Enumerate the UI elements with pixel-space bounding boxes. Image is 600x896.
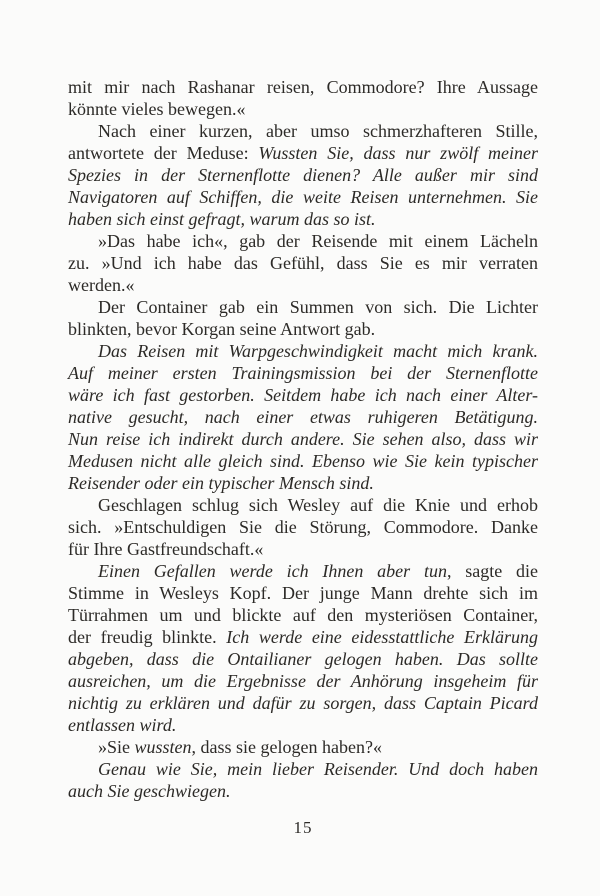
- italic-text: Navigatoren auf Schiffen, die weite Reisen unternehmen. Sie: [68, 187, 538, 207]
- italic-text: Nun reise ich indirekt durch andere. Sie sehen also, dass wir: [68, 429, 538, 449]
- text-line: [68, 560, 538, 582]
- text-line: [68, 450, 538, 472]
- body-text: antwortete der Meduse:: [68, 143, 259, 163]
- italic-text: Ich werde eine eidesstattliche Erklärung: [226, 627, 538, 647]
- text-line: [68, 714, 538, 736]
- body-text: sich. »Entschuldigen Sie die Störung, Commodore. Danke: [68, 517, 538, 537]
- body-text: , sagte die: [446, 561, 538, 581]
- text-line: [68, 582, 538, 604]
- italic-text: ausreichen, um die Ergebnisse der Anhörung insgeheim für: [68, 671, 538, 691]
- body-text: »Das habe ich«, gab der Reisende mit einem Lächeln: [98, 231, 538, 251]
- text-line: [68, 472, 538, 494]
- body-text: der freudig blinkte.: [68, 627, 227, 647]
- text-line: [68, 252, 538, 274]
- text-line: [68, 406, 538, 428]
- text-block: [68, 76, 538, 802]
- italic-text: Reisender oder ein typischer Mensch sind.: [68, 473, 374, 493]
- italic-text: Wussten Sie, dass nur zwölf meiner: [258, 143, 538, 163]
- text-line: [68, 758, 538, 780]
- text-line: [68, 626, 538, 648]
- body-text: blinkten, bevor Korgan seine Antwort gab.: [68, 319, 376, 339]
- body-text: Geschlagen schlug sich Wesley auf die Knie und erhob: [98, 495, 538, 515]
- text-line: [68, 318, 538, 340]
- text-line: [68, 692, 538, 714]
- italic-text: native gesucht, nach einer etwas ruhigeren Betätigung.: [68, 407, 538, 427]
- italic-text: entlassen wird.: [68, 715, 177, 735]
- italic-text: Auf meiner ersten Trainingsmission bei der Sternenflotte: [68, 363, 538, 383]
- text-line: [68, 98, 538, 120]
- text-line: [68, 274, 538, 296]
- body-text: zu. »Und ich habe das Gefühl, dass Sie es mir verraten: [68, 253, 538, 273]
- text-line: [68, 736, 538, 758]
- text-line: [68, 538, 538, 560]
- text-line: [68, 142, 538, 164]
- text-line: [68, 780, 538, 802]
- text-line: [68, 340, 538, 362]
- text-line: [68, 362, 538, 384]
- italic-text: Genau wie Sie, mein lieber Reisender. Und doch haben: [98, 759, 538, 779]
- text-line: [68, 164, 538, 186]
- body-text: für Ihre Gastfreundschaft.«: [68, 539, 264, 559]
- body-text: Der Container gab ein Summen von sich. Die Lichter: [98, 297, 538, 317]
- text-line: [68, 296, 538, 318]
- text-line: [68, 604, 538, 626]
- body-text: Türrahmen um und blickte auf den mysteriösen Container,: [68, 605, 538, 625]
- text-line: [68, 670, 538, 692]
- body-text: Nach einer kurzen, aber umso schmerzhafteren Stille,: [98, 121, 538, 141]
- text-line: [68, 230, 538, 252]
- text-line: [68, 428, 538, 450]
- text-line: [68, 384, 538, 406]
- text-line: [68, 208, 538, 230]
- text-line: [68, 186, 538, 208]
- body-text: »Sie: [98, 737, 135, 757]
- italic-text: wäre ich fast gestorben. Seitdem habe ich nach einer Alter-: [68, 385, 538, 405]
- body-text: könnte vieles bewegen.«: [68, 99, 246, 119]
- italic-text: Das Reisen mit Warpgeschwindigkeit macht mich krank.: [98, 341, 538, 361]
- italic-text: wussten: [134, 737, 192, 757]
- text-line: [68, 76, 538, 98]
- italic-text: Spezies in der Sternenflotte dienen? Alle außer mir sind: [68, 165, 538, 185]
- italic-text: auch Sie geschwiegen.: [68, 781, 231, 801]
- italic-text: Medusen nicht alle gleich sind. Ebenso wie Sie kein typischer: [68, 451, 538, 471]
- text-line: [68, 516, 538, 538]
- text-line: [68, 120, 538, 142]
- italic-text: Einen Gefallen werde ich Ihnen aber tun: [98, 561, 447, 581]
- body-text: , dass sie gelogen haben?«: [191, 737, 382, 757]
- italic-text: haben sich einst gefragt, warum das so ist.: [68, 209, 376, 229]
- text-line: [68, 494, 538, 516]
- body-text: mit mir nach Rashanar reisen, Commodore? Ihre Aussage: [68, 77, 538, 97]
- page-number: 15: [293, 818, 313, 837]
- body-text: werden.«: [68, 275, 135, 295]
- body-text: Stimme in Wesleys Kopf. Der junge Mann drehte sich im: [68, 583, 538, 603]
- text-line: [68, 648, 538, 670]
- italic-text: abgeben, dass die Ontailianer gelogen haben. Das sollte: [68, 649, 538, 669]
- italic-text: nichtig zu erklären und dafür zu sorgen, dass Captain Picard: [68, 693, 538, 713]
